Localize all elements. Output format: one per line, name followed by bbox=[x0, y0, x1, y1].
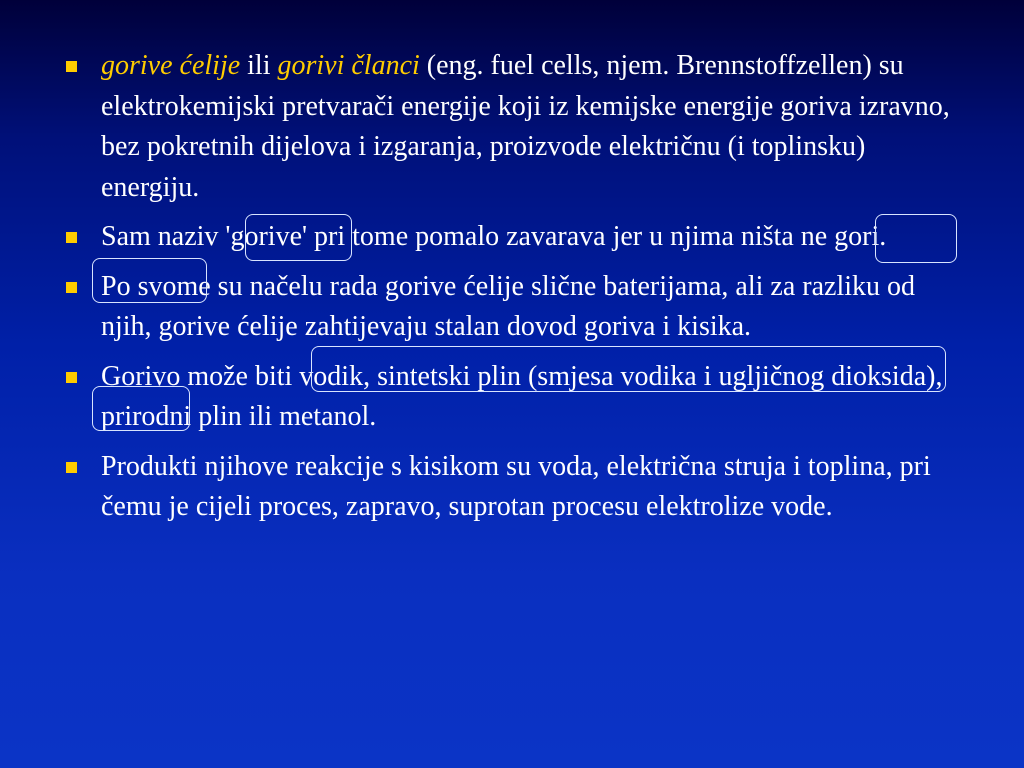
square-bullet-icon bbox=[66, 372, 77, 383]
term-gorive-celije: gorive ćelije bbox=[101, 50, 241, 81]
highlight-box-ne-gori bbox=[92, 258, 207, 303]
joiner-text: ili bbox=[240, 50, 278, 81]
highlight-box-dovod bbox=[311, 346, 946, 392]
highlight-box-gorive bbox=[245, 214, 352, 261]
square-bullet-icon bbox=[66, 232, 77, 243]
bullet-text: Gorivo može biti vodik, sintetski plin (smjesa vodika i ugljičnog dioksida), prirodni plin ili metanol. bbox=[101, 360, 943, 432]
bullet-item-products bbox=[64, 447, 964, 528]
definition-text: (eng. fuel cells, njem. Brennstoffzellen) su elektrokemijski pretvarači energije koji iz kemijske energije goriva izravno, bez pokretnih dijelova i izgaranja, proizvode električnu (i toplinsku) energiju. bbox=[101, 50, 950, 203]
bullet-item-name bbox=[64, 217, 964, 258]
highlight-box-kisika bbox=[92, 386, 190, 431]
bullet-text: Po svome su načelu rada gorive ćelije slične baterijama, ali za razliku od njih, gorive ćelije zahtijevaju stalan dovod goriva i kisika. bbox=[101, 270, 916, 342]
bullet-text: Produkti njihove reakcije s kisikom su voda, električna struja i toplina, pri čemu je cijeli proces, zapravo, suprotan procesu elektrolize vode. bbox=[101, 450, 931, 522]
square-bullet-icon bbox=[66, 282, 77, 293]
square-bullet-icon bbox=[66, 61, 77, 72]
bullet-item-definition bbox=[64, 46, 964, 208]
bullet-text: Sam naziv 'gorive' pri tome pomalo zavarava jer u njima ništa ne gori. bbox=[101, 221, 887, 252]
square-bullet-icon bbox=[66, 462, 77, 473]
highlight-box-nista bbox=[875, 214, 957, 263]
term-gorivi-clanci: gorivi članci bbox=[277, 50, 420, 81]
